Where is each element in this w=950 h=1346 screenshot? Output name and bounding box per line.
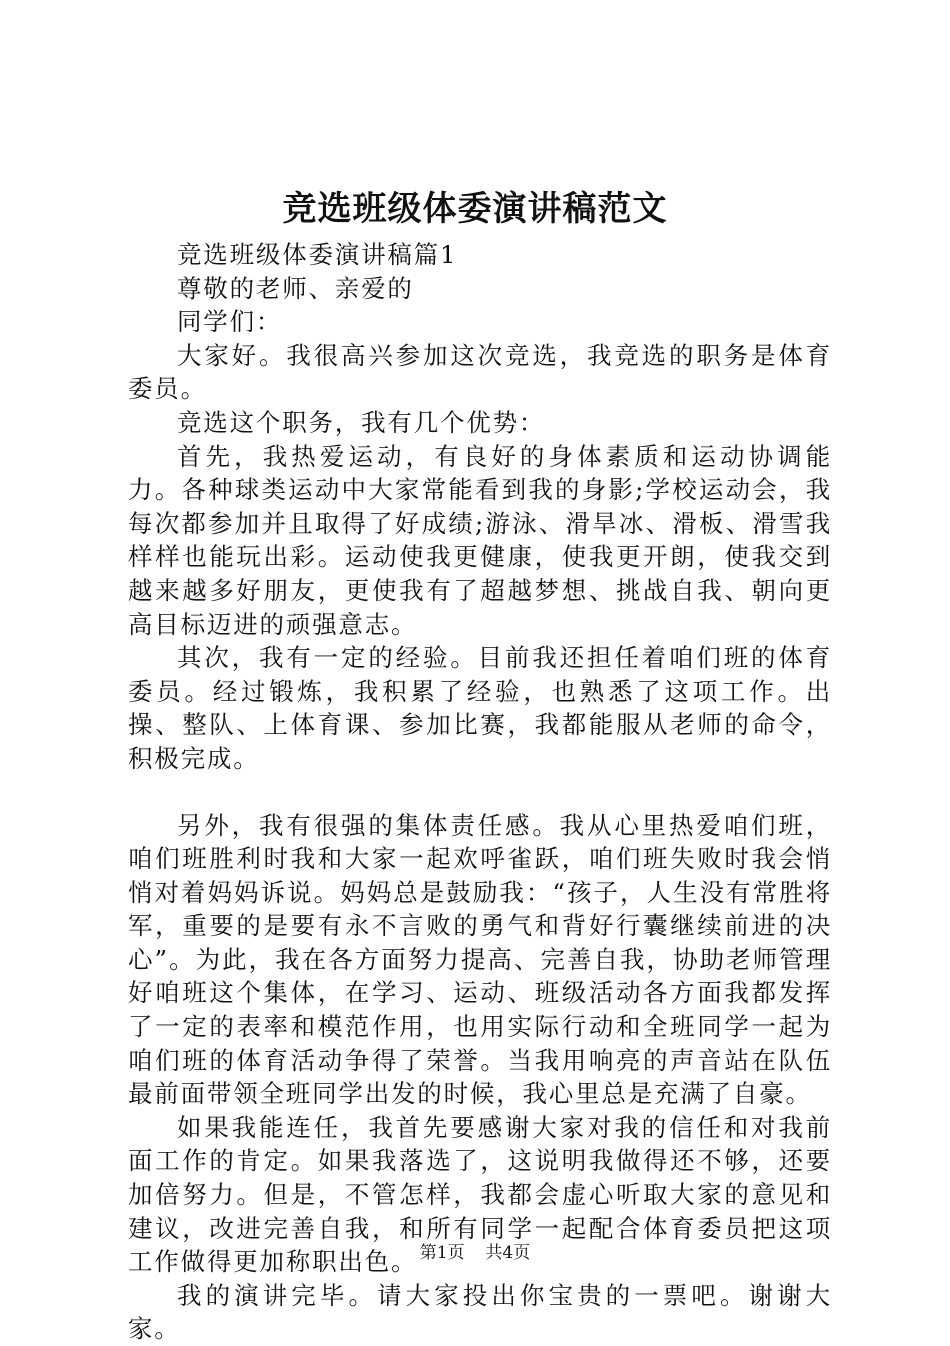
paragraph-third-advantage: 另外，我有很强的集体责任感。我从心里热爱咱们班，咱们班胜利时我和大家一起欢呼雀跃，咱们班失败时我会悄悄对着妈妈诉说。妈妈总是鼓励我：“孩子，人生没有常胜将军，重要的是要有永不言败的勇气和背好行囊继续前进的决心”。为此，我在各方面努力提高、完善自我，协助老师管理好咱班这个集体，在学习、运动、班级活动各方面我都发挥了一定的表率和模范作用，也用实际行动和全班同学一起为咱们班的体育活动争得了荣誉。当我用响亮的声音站在队伍最前面带领全班同学出发的时候，我心里总是充满了自豪。 — [128, 810, 832, 1109]
page-number: 第1页 — [419, 1243, 465, 1263]
page-total: 共4页 — [485, 1243, 531, 1263]
paragraph-greeting: 大家好。我很高兴参加这次竞选，我竞选的职务是体育委员。 — [128, 340, 832, 404]
paragraph-second-advantage: 其次，我有一定的经验。目前我还担任着咱们班的体育委员。经过锻炼，我积累了经验，也熟悉了这项工作。出操、整队、上体育课、参加比赛，我都能服从老师的命令，积极完成。 — [128, 643, 832, 773]
document-title: 竞选班级体委演讲稿范文 — [282, 189, 668, 229]
paragraph-outcome: 如果我能连任，我首先要感谢大家对我的信任和对我前面工作的肯定。如果我落选了，这说明我做得还不够，还要加倍努力。但是，不管怎样，我都会虚心听取大家的意见和建议，改进完善自我，和所有同学一起配合体育委员把这项工作做得更加称职出色。 — [128, 1112, 832, 1277]
page-footer — [0, 1238, 950, 1268]
paragraph-first-advantage: 首先，我热爱运动，有良好的身体素质和运动协调能力。各种球类运动中大家常能看到我的身影;学校运动会，我每次都参加并且取得了好成绩;游泳、滑旱冰、滑板、滑雪我样样也能玩出彩。运动使我更健康，使我更开朗，使我交到越来越多好朋友，更使我有了超越梦想、挑战自我、朝向更高目标迈进的顽强意志。 — [128, 441, 832, 639]
paragraph-closing: 我的演讲完毕。请大家投出你宝贵的一票吧。谢谢大家。 — [128, 1280, 832, 1344]
paragraph-salutation-cont: 同学们： — [177, 307, 283, 337]
paragraph-heading: 竞选班级体委演讲稿篇1 — [177, 240, 458, 269]
document-body — [128, 238, 832, 1346]
paragraph-advantages-intro: 竞选这个职务，我有几个优势： — [177, 407, 546, 437]
paragraph-salutation: 尊敬的老师、亲爱的 — [177, 273, 414, 303]
